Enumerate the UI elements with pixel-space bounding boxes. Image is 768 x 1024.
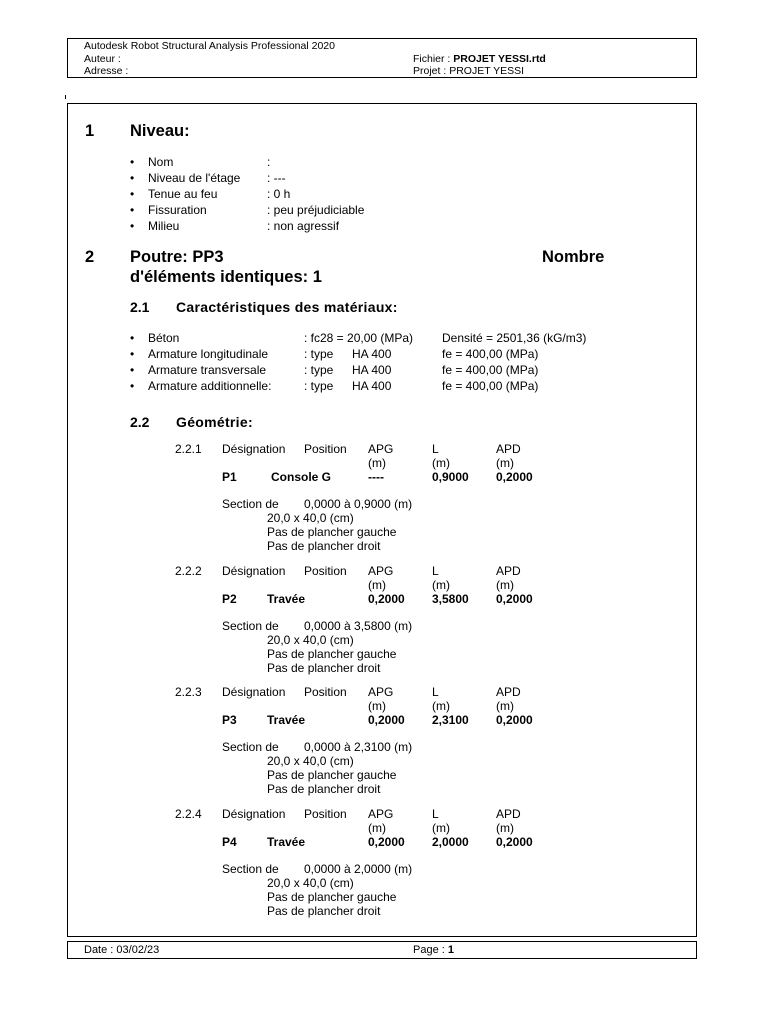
- section-range: 0,0000 à 0,9000 (m): [304, 497, 413, 511]
- material-label: • Armature transversale: [148, 364, 266, 378]
- address-label: Adresse :: [84, 65, 129, 77]
- page-line: [413, 942, 454, 958]
- span-length: 2,3100: [432, 713, 469, 727]
- column-apg: APG: [368, 442, 394, 456]
- project-value: PROJET YESSI: [449, 65, 525, 77]
- span-name: P3: [222, 713, 237, 727]
- column-position: Position: [304, 563, 347, 578]
- span-apg: 0,2000: [368, 713, 405, 727]
- software-name: Autodesk Robot Structural Analysis Professional 2020: [84, 40, 335, 52]
- unit-apd: (m): [496, 820, 514, 835]
- unit-apg: (m): [368, 577, 386, 592]
- material-strength: fe = 400,00 (MPa): [442, 347, 539, 361]
- materials-title: Caractéristiques des matériaux:: [176, 299, 398, 315]
- section-1-number: 1: [85, 122, 95, 140]
- section-range: 0,0000 à 3,5800 (m): [304, 618, 413, 633]
- column-apg: APG: [368, 806, 394, 821]
- section-dimensions: 20,0 x 40,0 (cm): [267, 754, 354, 768]
- unit-apd: (m): [496, 577, 514, 592]
- material-strength: Densité = 2501,36 (kG/m3): [442, 331, 587, 345]
- column-apd: APD: [496, 563, 521, 578]
- material-spec: : type: [304, 379, 334, 393]
- section-dimensions: 20,0 x 40,0 (cm): [267, 511, 354, 525]
- geometry-title: Géométrie:: [176, 414, 253, 430]
- span-name: P1: [222, 470, 237, 484]
- column-position: Position: [304, 806, 347, 821]
- column-apg: APG: [368, 685, 394, 699]
- span-name: P2: [222, 591, 237, 606]
- left-slab-note: Pas de plancher gauche: [267, 525, 397, 539]
- span-apd: 0,2000: [496, 713, 533, 727]
- span-name: P4: [222, 834, 237, 849]
- date-value: 03/02/23: [116, 944, 160, 956]
- beam-title: Poutre: PP3: [130, 248, 224, 266]
- span-apg: 0,2000: [368, 591, 405, 606]
- span-position: Travée: [267, 591, 306, 606]
- material-label: • Armature longitudinale: [148, 348, 268, 362]
- unit-apg: (m): [368, 820, 386, 835]
- identical-count-label: Nombre: [542, 248, 605, 266]
- geometry-number: 2.2: [130, 414, 150, 430]
- span-apg: ----: [368, 470, 384, 484]
- section-range: 0,0000 à 2,3100 (m): [304, 740, 413, 754]
- column-position: Position: [304, 442, 347, 456]
- column-length: L: [432, 442, 439, 456]
- section-label: Section de: [222, 618, 279, 633]
- project-line: [413, 65, 546, 78]
- column-length: L: [432, 685, 439, 699]
- section-1-title: Niveau:: [130, 122, 190, 140]
- level-property-value: : non agressif: [267, 219, 340, 233]
- column-designation: Désignation: [222, 563, 286, 578]
- margin-tick: [65, 95, 66, 99]
- project-label: Projet :: [413, 65, 447, 77]
- span-length: 2,0000: [432, 834, 469, 849]
- material-grade: HA 400: [352, 379, 392, 393]
- span-apg: 0,2000: [368, 834, 405, 849]
- material-spec: : fc28 = 20,00 (MPa): [304, 331, 414, 345]
- header-left: [84, 40, 335, 78]
- left-slab-note: Pas de plancher gauche: [267, 646, 397, 661]
- date-label: Date :: [84, 944, 114, 956]
- material-spec: : type: [304, 347, 334, 361]
- unit-apg: (m): [368, 699, 386, 713]
- file-label: Fichier :: [413, 52, 451, 65]
- column-designation: Désignation: [222, 806, 286, 821]
- level-property-value: :: [267, 155, 271, 169]
- level-property-label: • Niveau de l'étage: [148, 172, 240, 186]
- material-strength: fe = 400,00 (MPa): [442, 363, 539, 377]
- materials-number: 2.1: [130, 299, 150, 315]
- column-position: Position: [304, 685, 347, 699]
- span-length: 0,9000: [432, 470, 469, 484]
- page-footer: [67, 941, 697, 959]
- column-length: L: [432, 563, 439, 578]
- column-apd: APD: [496, 442, 521, 456]
- page-header: [67, 38, 697, 78]
- section-dimensions: 20,0 x 40,0 (cm): [267, 875, 354, 890]
- unit-length: (m): [432, 820, 450, 835]
- span-number: 2.2.4: [175, 806, 202, 821]
- unit-length: (m): [432, 577, 450, 592]
- span-apd: 0,2000: [496, 470, 533, 484]
- identical-count: d'éléments identiques: 1: [130, 268, 322, 286]
- left-slab-note: Pas de plancher gauche: [267, 768, 397, 782]
- material-label: • Armature additionnelle:: [148, 380, 271, 394]
- column-apd: APD: [496, 685, 521, 699]
- span-position: Travée: [267, 713, 306, 727]
- right-slab-note: Pas de plancher droit: [267, 782, 381, 796]
- span-number: 2.2.1: [175, 442, 202, 456]
- section-range: 0,0000 à 2,0000 (m): [304, 861, 413, 876]
- unit-apd: (m): [496, 456, 514, 470]
- level-property-value: : peu préjudiciable: [267, 203, 365, 217]
- column-apg: APG: [368, 563, 394, 578]
- material-grade: HA 400: [352, 363, 392, 377]
- section-label: Section de: [222, 497, 279, 511]
- unit-length: (m): [432, 456, 450, 470]
- unit-length: (m): [432, 699, 450, 713]
- unit-apg: (m): [368, 456, 386, 470]
- column-length: L: [432, 806, 439, 821]
- author-label: Auteur :: [84, 52, 121, 65]
- level-property-value: : ---: [267, 171, 286, 185]
- page-label: Page :: [413, 944, 445, 956]
- span-length: 3,5800: [432, 591, 469, 606]
- span-position: Travée: [267, 834, 306, 849]
- column-designation: Désignation: [222, 685, 286, 699]
- right-slab-note: Pas de plancher droit: [267, 660, 381, 675]
- right-slab-note: Pas de plancher droit: [267, 539, 381, 553]
- file-line: [413, 53, 546, 66]
- section-label: Section de: [222, 740, 279, 754]
- section-2-number: 2: [85, 248, 95, 266]
- span-number: 2.2.3: [175, 685, 202, 699]
- section-label: Section de: [222, 861, 279, 876]
- column-designation: Désignation: [222, 442, 286, 456]
- right-slab-note: Pas de plancher droit: [267, 903, 381, 918]
- report-body: [67, 103, 697, 937]
- date-line: [84, 942, 159, 958]
- level-property-label: • Fissuration: [148, 204, 207, 218]
- level-property-value: : 0 h: [267, 187, 291, 201]
- span-apd: 0,2000: [496, 591, 533, 606]
- material-grade: HA 400: [352, 347, 392, 361]
- material-strength: fe = 400,00 (MPa): [442, 379, 539, 393]
- column-apd: APD: [496, 806, 521, 821]
- unit-apd: (m): [496, 699, 514, 713]
- file-value: PROJET YESSI.rtd: [453, 52, 546, 65]
- left-slab-note: Pas de plancher gauche: [267, 889, 397, 904]
- level-property-label: • Milieu: [148, 220, 179, 234]
- span-position: Console G: [271, 470, 332, 484]
- material-spec: : type: [304, 363, 334, 377]
- level-property-label: • Nom: [148, 156, 173, 170]
- span-number: 2.2.2: [175, 563, 202, 578]
- section-dimensions: 20,0 x 40,0 (cm): [267, 632, 354, 647]
- page-number: 1: [447, 944, 454, 956]
- material-label: • Béton: [148, 332, 179, 346]
- level-property-label: • Tenue au feu: [148, 188, 217, 202]
- header-right: [413, 53, 546, 78]
- span-apd: 0,2000: [496, 834, 533, 849]
